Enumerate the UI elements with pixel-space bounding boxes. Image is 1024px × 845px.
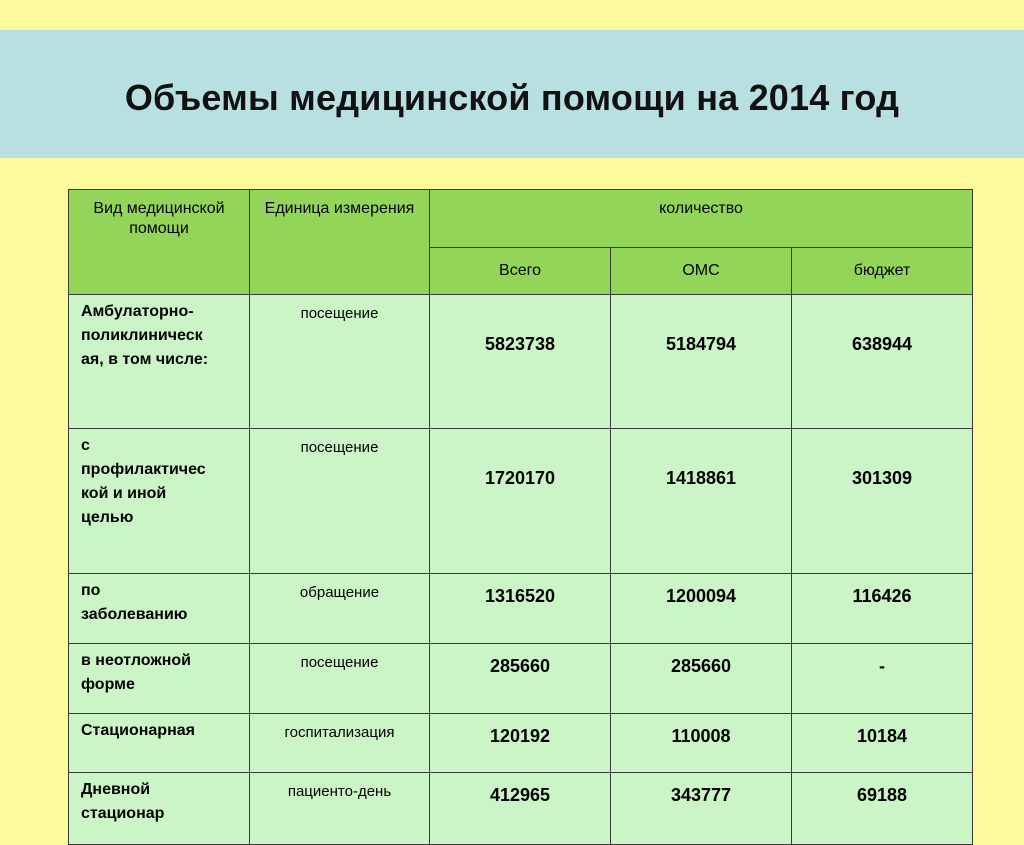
- medical-care-volume-table: [68, 189, 973, 845]
- cell-unit: пациенто-день: [250, 773, 430, 845]
- cell-total: 5823738: [430, 295, 611, 429]
- table-row: [69, 295, 973, 429]
- header-kind: [69, 190, 250, 295]
- header-budget: бюджет: [792, 248, 973, 295]
- cell-unit: посещение: [250, 295, 430, 429]
- cell-kind: [69, 429, 250, 574]
- cell-budget: 10184: [792, 714, 973, 773]
- cell-oms: 285660: [611, 644, 792, 714]
- cell-oms: 1418861: [611, 429, 792, 574]
- table-row: [69, 574, 973, 644]
- cell-unit: посещение: [250, 429, 430, 574]
- cell-oms: 1200094: [611, 574, 792, 644]
- cell-budget: -: [792, 644, 973, 714]
- cell-kind-text: по заболеванию: [81, 582, 188, 623]
- table-row: [69, 429, 973, 574]
- cell-kind-text: Дневной стационар: [81, 781, 165, 822]
- cell-kind: [69, 773, 250, 845]
- cell-kind: [69, 295, 250, 429]
- header-quantity: количество: [430, 190, 973, 248]
- cell-kind: [69, 574, 250, 644]
- header-kind-text: Вид медицинской помощи: [93, 200, 225, 237]
- cell-budget: 116426: [792, 574, 973, 644]
- cell-kind-text: Амбулаторно- поликлиническ ая, в том числе:: [81, 303, 209, 368]
- table-row: [69, 714, 973, 773]
- cell-total: 1316520: [430, 574, 611, 644]
- table-row: [69, 773, 973, 845]
- header-unit: [250, 190, 430, 295]
- cell-kind-text: в неотложной форме: [81, 652, 191, 693]
- cell-budget: 301309: [792, 429, 973, 574]
- cell-total: 412965: [430, 773, 611, 845]
- cell-total: 285660: [430, 644, 611, 714]
- cell-budget: 69188: [792, 773, 973, 845]
- cell-kind-text: с профилактичес кой и иной целью: [81, 437, 206, 526]
- header-unit-text: Единица измерения: [264, 200, 415, 217]
- title-band: [0, 30, 1024, 158]
- table-row: [69, 644, 973, 714]
- cell-kind: Стационарная: [69, 714, 250, 773]
- header-oms: ОМС: [611, 248, 792, 295]
- cell-kind: [69, 644, 250, 714]
- cell-total: 120192: [430, 714, 611, 773]
- header-row-top: [69, 190, 973, 248]
- cell-budget: 638944: [792, 295, 973, 429]
- cell-oms: 5184794: [611, 295, 792, 429]
- cell-unit: обращение: [250, 574, 430, 644]
- header-total: Всего: [430, 248, 611, 295]
- cell-unit: посещение: [250, 644, 430, 714]
- cell-oms: 110008: [611, 714, 792, 773]
- cell-oms: 343777: [611, 773, 792, 845]
- page-title: Объемы медицинской помощи на 2014 год: [124, 77, 900, 118]
- cell-unit: госпитализация: [250, 714, 430, 773]
- cell-total: 1720170: [430, 429, 611, 574]
